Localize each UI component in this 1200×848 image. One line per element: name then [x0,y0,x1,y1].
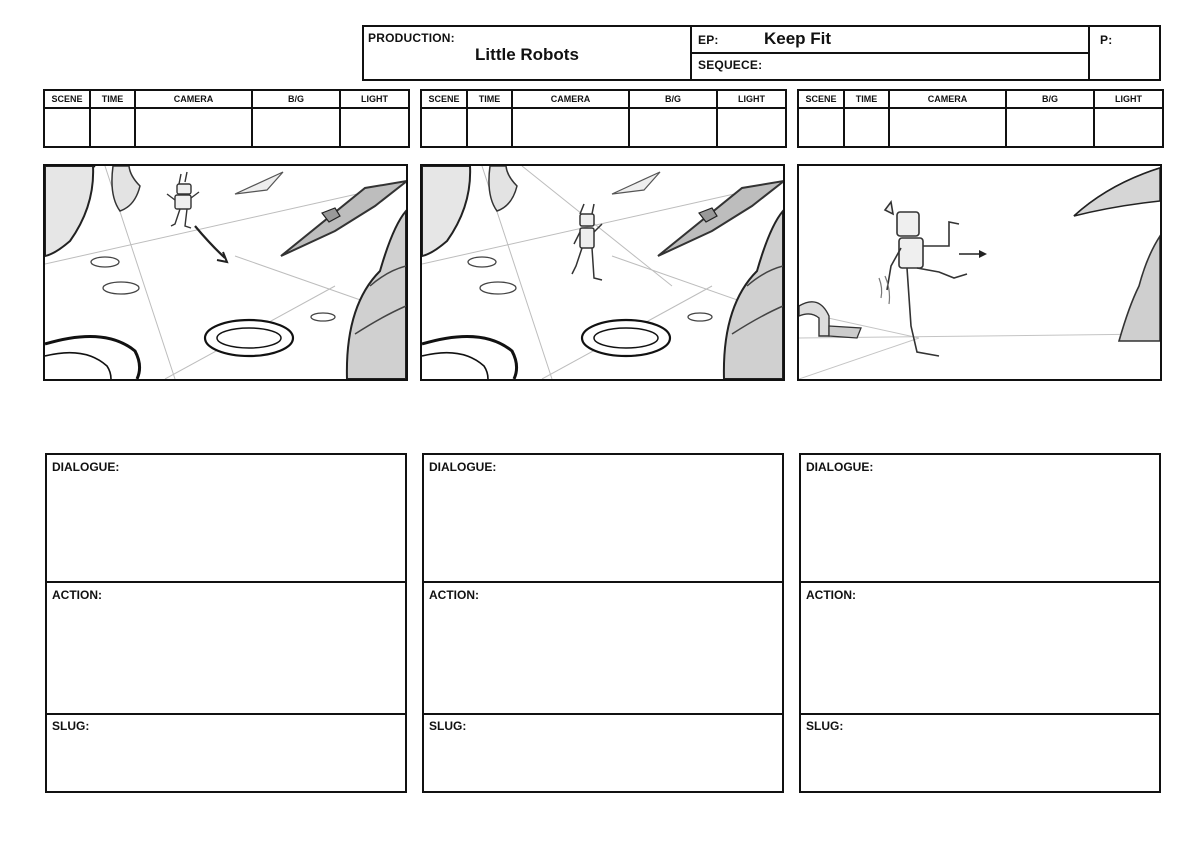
meta-header-camera: CAMERA [173,94,214,104]
slug-label: SLUG: [806,719,844,733]
notes-divider [799,713,1161,715]
dialogue-label: DIALOGUE: [52,460,120,474]
production-cell [364,27,692,79]
notes-divider [45,581,407,583]
ep-value: Keep Fit [764,29,832,48]
dialogue-label: DIALOGUE: [429,460,497,474]
panel-sketch-3 [799,166,1160,379]
shot-notes-3 [799,453,1161,793]
storyboard-panel-3 [797,164,1162,381]
notes-divider [45,713,407,715]
action-label: ACTION: [806,588,856,602]
ep-label: EP: [698,33,719,47]
meta-header-camera: CAMERA [550,94,591,104]
shot-meta-table [797,89,1164,148]
sequence-label: SEQUECE: [698,58,763,72]
shot-meta-table [420,89,787,148]
panel-sketch-1 [45,166,406,379]
page-label: P: [1100,33,1113,47]
meta-header-scene: SCENE [805,94,837,104]
notes-divider [799,581,1161,583]
meta-header-scene: SCENE [51,94,83,104]
production-value: Little Robots [475,45,579,64]
storyboard-panel-1 [43,164,408,381]
header-divider [692,52,1088,54]
production-label: PRODUCTION: [368,31,455,45]
meta-header-camera: CAMERA [927,94,968,104]
slug-label: SLUG: [52,719,90,733]
episode-cell [692,27,1090,79]
meta-header-light: LIGHT [1115,94,1142,104]
notes-divider [422,713,784,715]
slug-label: SLUG: [429,719,467,733]
shot-notes-2 [422,453,784,793]
meta-header-light: LIGHT [361,94,388,104]
action-label: ACTION: [52,588,102,602]
meta-header-bg: B/G [287,94,304,104]
meta-header-bg: B/G [664,94,681,104]
shot-notes-1 [45,453,407,793]
meta-header-bg: B/G [1041,94,1058,104]
meta-header-time: TIME [478,94,501,104]
shot-meta-table [43,89,410,148]
meta-header-time: TIME [101,94,124,104]
meta-header-scene: SCENE [428,94,460,104]
production-header [362,25,1161,81]
storyboard-panel-2 [420,164,785,381]
dialogue-label: DIALOGUE: [806,460,874,474]
notes-divider [422,581,784,583]
action-label: ACTION: [429,588,479,602]
panel-sketch-2 [422,166,783,379]
meta-header-time: TIME [855,94,878,104]
meta-header-light: LIGHT [738,94,765,104]
